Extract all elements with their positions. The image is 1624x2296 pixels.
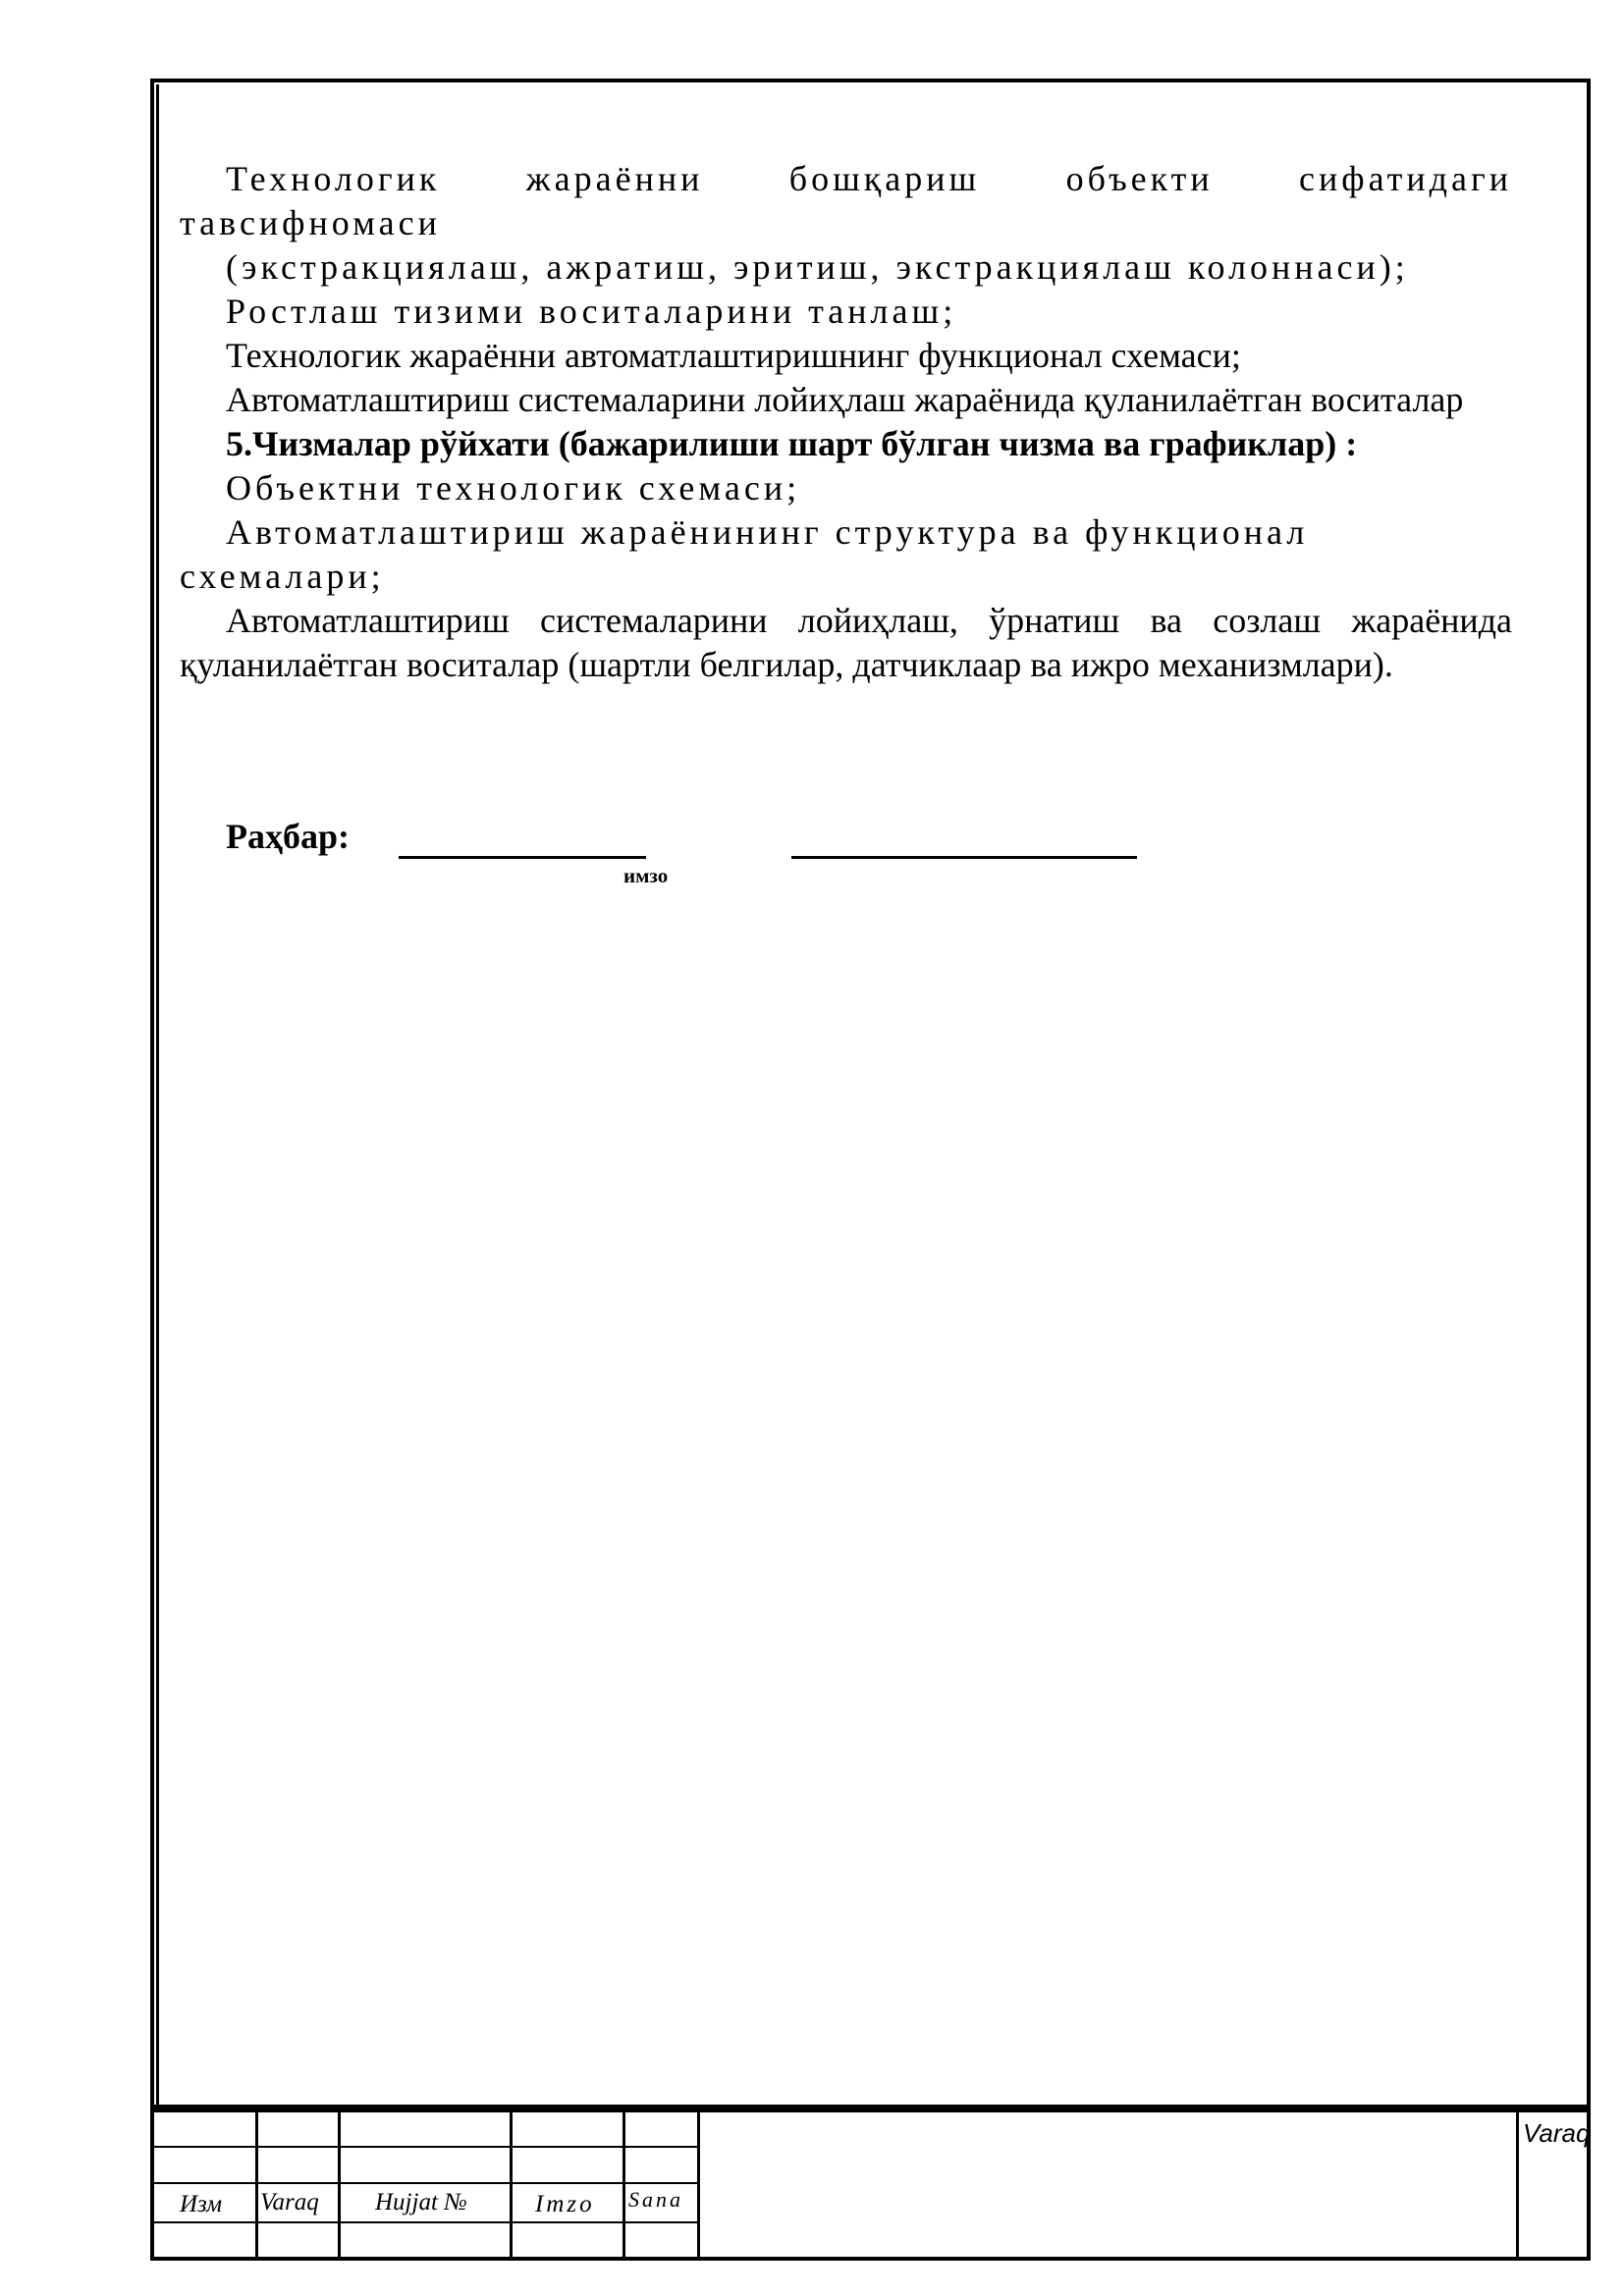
document-body [180,157,1512,687]
stamp-varaq-label: Varaq [260,2189,319,2216]
stamp-divider [255,2112,258,2257]
stamp-divider [338,2112,341,2257]
stamp-sheet-label: Varaq [1523,2118,1591,2148]
title-block [150,2109,1591,2261]
stamp-row-line [154,2146,699,2148]
stamp-row-line [154,2182,699,2184]
body-line-3: (экстракциялаш, ажратиш, эритиш, экстракциялаш колоннаси); [226,247,1409,287]
body-line-1: Технологик жараённи бошқариш объекти сифатидаги [226,159,1512,198]
signature-caption: имзо [623,864,669,887]
frame-double-line [156,84,159,2109]
body-line-4: Ростлаш тизими воситаларини танлаш; [226,292,957,331]
name-line [791,856,1137,859]
signature-line [399,856,646,859]
body-line-9: Автоматлаштириш системаларини лойиҳлаш, ўрнатиш ва созлаш жараёнида қуланилаётган воситалар (шартли белгилар, датчиклаар ва ижро механизмлари). [180,601,1512,684]
body-line-8: Автоматлаштириш жараёнининг структура ва функционал схемалари; [180,512,1309,596]
stamp-hujjat-label: Hujjat № [375,2189,467,2216]
stamp-divider [1516,2112,1519,2257]
stamp-sana-label: Sana [628,2187,683,2212]
stamp-divider [510,2112,513,2257]
stamp-izm-label: Изм [180,2191,223,2217]
section-heading: 5.Чизмалар рўйхати (бажарилиши шарт бўлган чизма ва графиклар) : [226,424,1358,463]
body-line-2: тавсифномаси [180,203,441,242]
body-line-5: Технологик жараённи автоматлаштиришнинг функционал схемаси; [226,336,1241,375]
body-line-7: Объектни технологик схемаси; [226,468,801,507]
stamp-divider [623,2112,625,2257]
stamp-divider [697,2112,700,2257]
stamp-imzo-label: Imzo [535,2191,595,2217]
supervisor-label: Раҳбар: [226,817,350,856]
body-line-6: Автоматлаштириш системаларини лойиҳлаш жараёнида қуланилаётган воситалар [226,380,1464,419]
stamp-row-line [154,2221,699,2223]
signature-row [226,815,1208,893]
